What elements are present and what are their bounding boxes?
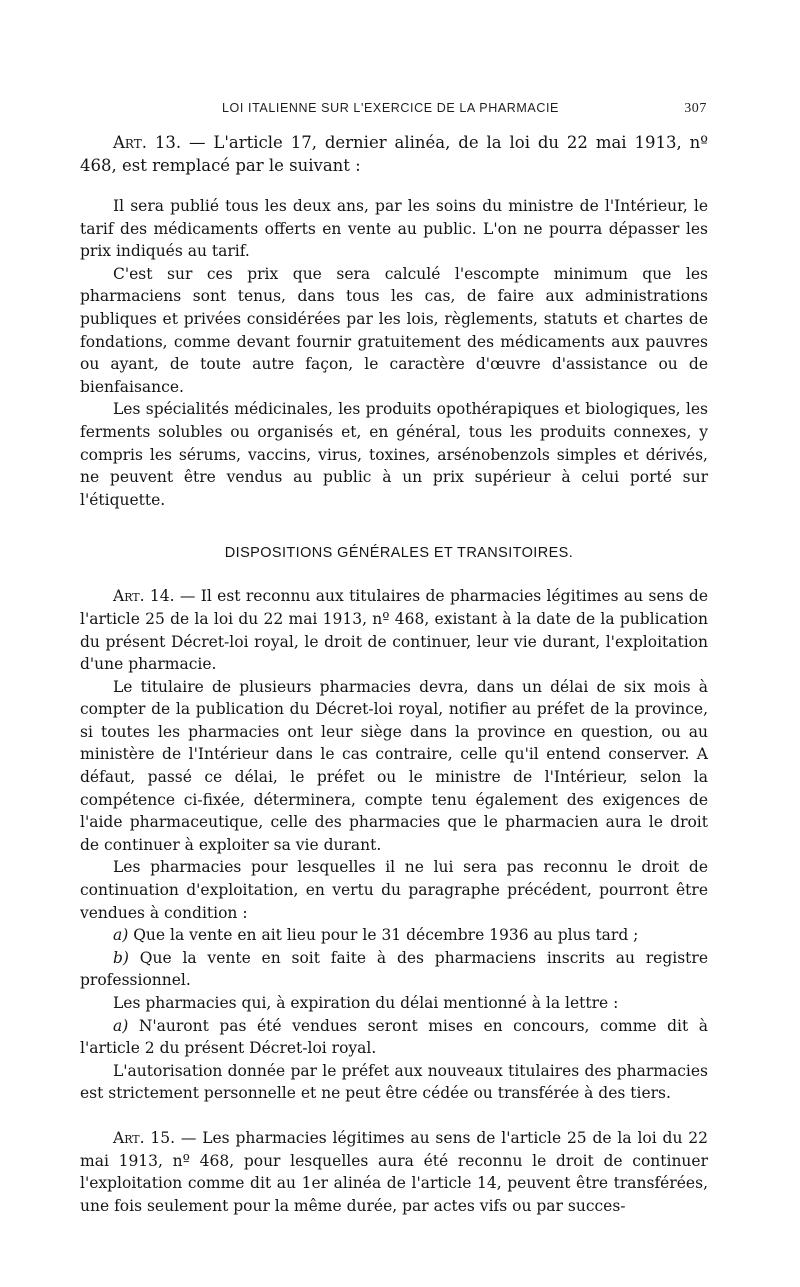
item-a-letter: a) bbox=[113, 926, 129, 945]
page-number: 307 bbox=[684, 101, 707, 116]
article-14-lead bbox=[80, 585, 708, 675]
article-15 bbox=[80, 1127, 708, 1217]
running-head bbox=[112, 101, 707, 121]
article-15-label: Art. 15. bbox=[113, 1128, 176, 1147]
article-14-item-a-2 bbox=[80, 1015, 708, 1060]
article-14-lead-text: — Il est reconnu aux titulaires de pharmacies légitimes au sens de l'article 25 de la loi du 22 mai 1913, nº 468, existant à la date de la publication du présent Décret-loi royal, le droit de continuer, leur vie durant, l'exploitation d'une pharmacie. bbox=[80, 587, 708, 674]
article-13-paragraph-1: Il sera publié tous les deux ans, par les soins du ministre de l'Intérieur, le tarif des médicaments offerts en vente au public. L'on ne pourra dépasser les prix indiqués au tarif. bbox=[80, 197, 708, 261]
section-heading: DISPOSITIONS GÉNÉRALES ET TRANSITOIRES. bbox=[224, 545, 574, 562]
article-13-paragraph-2: C'est sur ces prix que sera calculé l'escompte minimum que les pharmaciens sont tenus, dans tous les cas, de faire aux administrations publiques et privées considérées par les lois, règlements, statuts et chartes de fondations, comme devant fournir gratuitement des médicaments aux pauvres ou ayant, de toute autre façon, le caractère d'œuvre d'assistance ou de bienfaisance. bbox=[80, 264, 708, 396]
item-a2-letter: a) bbox=[113, 1016, 129, 1035]
item-a2-text: N'auront pas été vendues seront mises en concours, comme dit à l'article 2 du présent Décret-loi royal. bbox=[80, 1016, 708, 1058]
article-13-paragraph-3: Les spécialités médicinales, les produits opothérapiques et biologiques, les ferments solubles ou organisés et, en général, tous les produits connexes, y compris les sérums, vaccins, virus, toxines, arsénobenzols simples et dérivés, ne peuvent être vendus au public à un prix supérieur à celui porté sur l'étiquette. bbox=[80, 400, 708, 509]
article-14-paragraph-3: Les pharmacies pour lesquelles il ne lui sera pas reconnu le droit de continuation d'exploitation, en vertu du paragraphe précédent, pourront être vendues à condition : bbox=[80, 858, 708, 922]
item-a-text: Que la vente en ait lieu pour le 31 décembre 1936 au plus tard ; bbox=[128, 926, 639, 945]
article-15-lead-text: — Les pharmacies légitimes au sens de l'article 25 de la loi du 22 mai 1913, nº 468, pour lesquelles aura été reconnu le droit de continuer l'exploitation comme dit au 1er alinéa de l'article 14, peuvent être transférées, une fois seulement pour la même durée, par actes vifs ou par succes- bbox=[80, 1128, 708, 1215]
item-b-letter: b) bbox=[113, 948, 129, 967]
article-14-item-b bbox=[80, 947, 708, 992]
article-13-lead-text: — L'article 17, dernier alinéa, de la loi du 22 mai 1913, nº 468, est remplacé par le suivant : bbox=[80, 133, 708, 175]
article-13-label: Art. 13. bbox=[113, 133, 182, 152]
page-content bbox=[80, 131, 708, 1217]
running-head-title: LOI ITALIENNE SUR L'EXERCICE DE LA PHARMACIE bbox=[222, 101, 559, 115]
article-13 bbox=[80, 131, 708, 511]
article-14-paragraph-4: Les pharmacies qui, à expiration du délai mentionné à la lettre : bbox=[113, 994, 619, 1012]
article-14-item-a bbox=[80, 924, 708, 947]
article-14-label: Art. 14. bbox=[113, 587, 175, 606]
article-14-paragraph-5: L'autorisation donnée par le préfet aux nouveaux titulaires des pharmacies est strictement personnelle et ne peut être cédée ou transférée à des tiers. bbox=[80, 1061, 708, 1103]
article-14 bbox=[80, 585, 708, 1105]
article-14-paragraph-2: Le titulaire de plusieurs pharmacies devra, dans un délai de six mois à compter de la publication du Décret-loi royal, notifier au préfet de la province, si toutes les pharmacies ont leur siège dans la province en question, ou au ministère de l'Intérieur dans le cas contraire, celle qu'il entend conserver. A défaut, passé ce délai, le préfet ou le ministre de l'Intérieur, selon la compétence ci-fixée, déterminera, compte tenu également des exigences de l'aide pharmaceutique, celle des pharmacies que le pharmacien aura le droit de continuer à exploiter sa vie durant. bbox=[80, 677, 708, 854]
article-13-lead bbox=[80, 131, 708, 177]
article-13-quoted-text bbox=[80, 195, 708, 511]
item-b-text: Que la vente en soit faite à des pharmaciens inscrits au registre professionnel. bbox=[80, 948, 708, 990]
article-15-lead bbox=[80, 1127, 708, 1217]
